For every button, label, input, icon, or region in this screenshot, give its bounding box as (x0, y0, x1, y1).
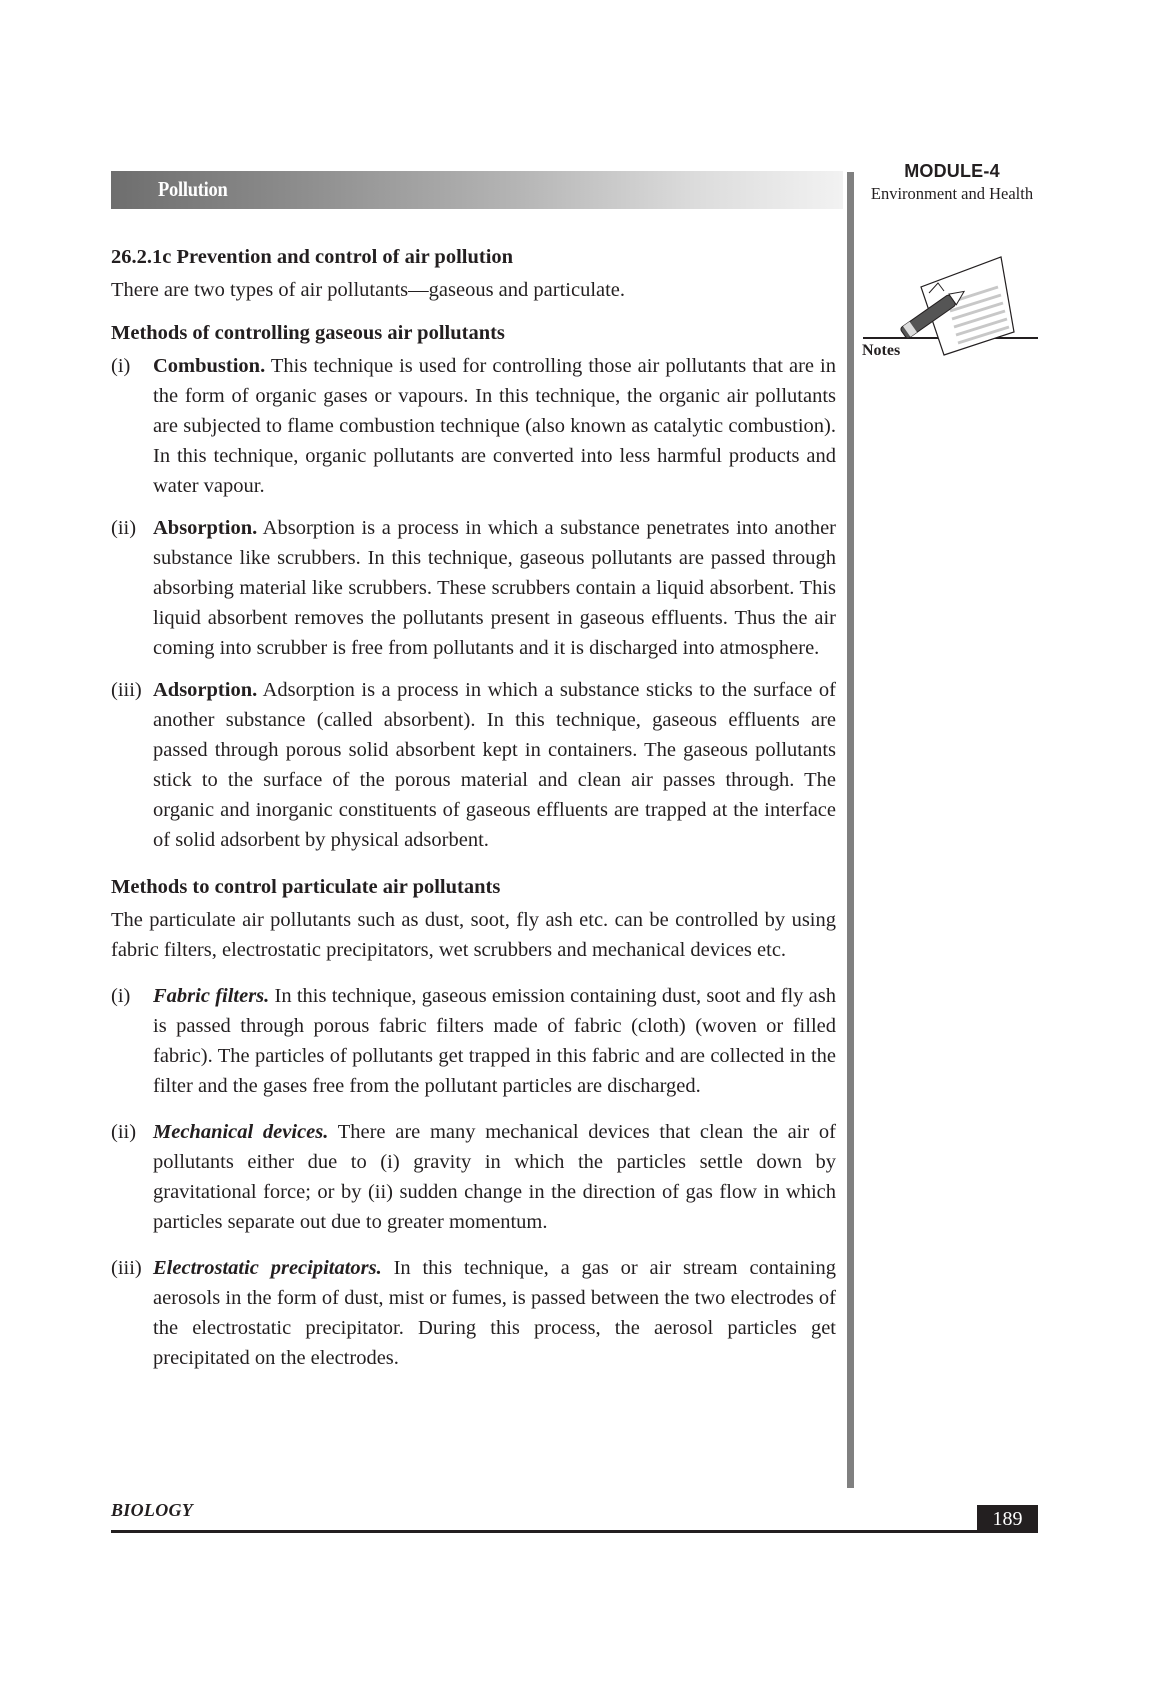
particulate-item-electrostatic-precipitators (111, 1253, 836, 1373)
item-text: Adsorption is a process in which a substance sticks to the surface of another substance (called absorbent). In this technique, gaseous effluents are passed through porous solid absorbent kept in containers. The gaseous pollutants stick to the surface of the porous material and clean air passes through. The organic and inorganic constituents of gaseous effluents are trapped at the interface of solid adsorbent by physical adsorbent. (153, 679, 836, 851)
section-heading: 26.2.1c Prevention and control of air pollution (111, 246, 514, 268)
module-subtitle: Environment and Health (870, 184, 1034, 203)
particulate-methods-heading: Methods to control particulate air pollutants (111, 876, 501, 898)
footer-rule (111, 1530, 981, 1533)
item-number: (iii) (111, 679, 142, 701)
gaseous-item-adsorption (111, 675, 836, 855)
item-term: Mechanical devices. (153, 1121, 329, 1143)
item-term: Absorption. (153, 517, 258, 539)
particulate-item-fabric-filters (111, 981, 836, 1101)
module-header (857, 161, 1047, 204)
page-content (111, 243, 836, 1373)
item-number: (ii) (111, 517, 137, 539)
item-text: Absorption is a process in which a substance penetrates into another substance like scrubbers. In this technique, gaseous pollutants are passed through absorbing material like scrubbers. These scrubbers contain a liquid absorbent. This liquid absorbent removes the pollutants present in gaseous effluents. Thus the air coming into scrubber is free from pollutants and it is discharged into atmosphere. (153, 517, 836, 659)
item-term: Electrostatic precipitators. (153, 1257, 382, 1279)
chapter-banner (111, 171, 843, 209)
particulate-item-mechanical-devices (111, 1117, 836, 1237)
item-text: This technique is used for controlling those air pollutants that are in the form of organic gases or vapours. In this technique, the organic air pollutants are subjected to flame combustion technique (also known as catalytic combustion). In this technique, organic pollutants are converted into less harmful products and water vapour. (153, 355, 836, 497)
item-text: In this technique, a gas or air stream containing aerosols in the form of dust, mist or fumes, is passed between the two electrodes of the electrostatic precipitator. During this process, the aerosol particles get precipitated on the electrodes. (153, 1257, 836, 1369)
gaseous-methods-heading: Methods of controlling gaseous air pollutants (111, 322, 505, 344)
item-text: There are many mechanical devices that clean the air of pollutants either due to (i) gravity in which the particles settle down by gravitational force; or by (ii) sudden change in the direction of gas flow in which particles separate out due to greater momentum. (153, 1121, 836, 1233)
notes-pencil-icon (858, 255, 1038, 395)
gaseous-item-combustion (111, 351, 836, 501)
module-label: MODULE-4 (904, 161, 1000, 181)
item-term: Fabric filters. (153, 985, 270, 1007)
item-number: (i) (111, 985, 131, 1007)
item-number: (ii) (111, 1121, 137, 1143)
particulate-intro: The particulate air pollutants such as dust, soot, fly ash etc. can be controlled by using fabric filters, electrostatic precipitators, wet scrubbers and mechanical devices etc. (111, 909, 836, 961)
footer-subject: BIOLOGY (111, 1500, 194, 1520)
item-text: In this technique, gaseous emission containing dust, soot and fly ash is passed through porous fabric filters made of fabric (cloth) (woven or filled fabric). The particles of pollutants get trapped in this fabric and are collected in the filter and the gases free from the pollutant particles are discharged. (153, 985, 836, 1097)
item-number: (iii) (111, 1257, 142, 1279)
item-term: Combustion. (153, 355, 266, 377)
svg-text:Notes: Notes (862, 342, 901, 359)
item-number: (i) (111, 355, 131, 377)
gaseous-item-absorption (111, 513, 836, 663)
page-number: 189 (977, 1505, 1038, 1533)
item-term: Adsorption. (153, 679, 258, 701)
margin-divider (847, 172, 854, 1488)
section-intro: There are two types of air pollutants—gaseous and particulate. (111, 279, 626, 301)
chapter-title: Pollution (158, 177, 228, 201)
